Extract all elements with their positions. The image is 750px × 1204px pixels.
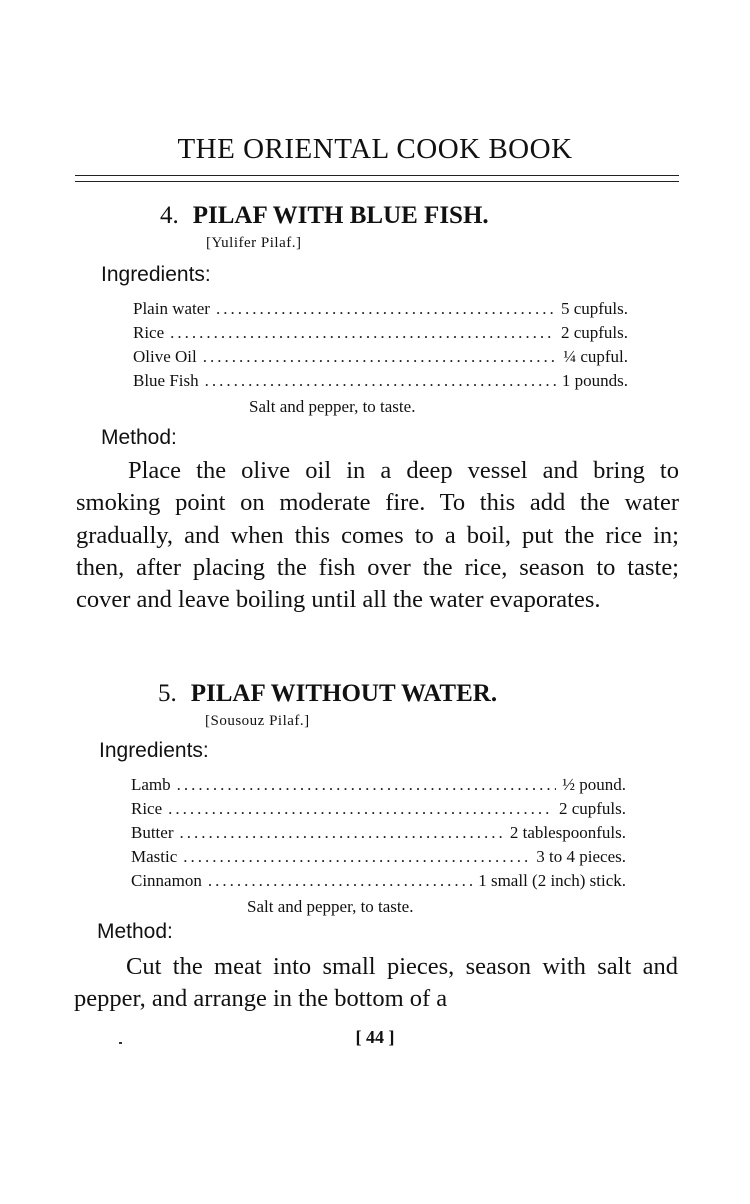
- ingredient-name: Rice: [131, 799, 163, 818]
- leader-dots: [203, 347, 558, 367]
- ingredient-quantity: 2 tablespoonfuls.: [509, 823, 626, 842]
- leader-dots: [216, 299, 555, 319]
- ingredient-row: [133, 347, 628, 371]
- ingredient-name: Lamb: [131, 775, 171, 794]
- recipe-number: 4.: [160, 202, 179, 229]
- page-number: [ 44 ]: [355, 1027, 395, 1047]
- ingredient-name: Rice: [133, 323, 165, 342]
- recipe-title: [160, 202, 489, 230]
- recipe-alt-name: [Yulifer Pilaf.]: [206, 235, 302, 251]
- ingredient-row: [133, 371, 628, 395]
- ingredient-row: [131, 847, 626, 871]
- header-rule-thin: [75, 181, 679, 182]
- ingredients-list: [131, 775, 626, 895]
- leader-dots: [180, 823, 504, 843]
- recipe-number: 5.: [158, 680, 177, 707]
- recipe-alt-name: [Sousouz Pilaf.]: [205, 713, 310, 729]
- ingredient-row: [131, 799, 626, 823]
- ingredient-quantity: 2 cupfuls.: [558, 799, 626, 818]
- recipe-title: [158, 680, 497, 708]
- recipe-title-text: PILAF WITHOUT WATER.: [190, 680, 498, 707]
- ingredients-label: Ingredients:: [101, 263, 211, 286]
- leader-dots: [183, 847, 530, 867]
- ingredient-quantity: ¼ cupful.: [563, 347, 628, 366]
- ingredient-quantity: 3 to 4 pieces.: [536, 847, 626, 866]
- method-label: Method:: [101, 426, 177, 449]
- ingredient-quantity: 1 small (2 inch) stick.: [478, 871, 626, 890]
- leader-dots: [168, 799, 553, 819]
- ingredient-name: Olive Oil: [133, 347, 197, 366]
- ingredient-row: [131, 823, 626, 847]
- ingredient-quantity: 2 cupfuls.: [560, 323, 628, 342]
- header-rule: [75, 175, 679, 176]
- ingredient-row: [133, 323, 628, 347]
- running-head: THE ORIENTAL COOK BOOK: [177, 133, 573, 165]
- leader-dots: [170, 323, 555, 343]
- ingredient-quantity: 1 pounds.: [561, 371, 628, 390]
- recipe-title-text: PILAF WITH BLUE FISH.: [192, 202, 489, 229]
- ingredient-quantity: 5 cupfuls.: [560, 299, 628, 318]
- method-paragraph: Cut the meat into small pieces, season with salt and pepper, and arrange in the bottom of a: [74, 953, 678, 1013]
- method-paragraph: Place the olive oil in a deep vessel and bring to smoking point on moderate fire. To this add the water gradually, and when this comes to a boil, put the rice in; then, after placing the fish over the rice, season to taste; cover and leave boiling until all the water evaporates.: [76, 457, 679, 614]
- ingredient-name: Plain water: [133, 299, 210, 318]
- ingredient-quantity: ½ pound.: [562, 775, 626, 794]
- ingredient-row: [131, 775, 626, 799]
- ingredients-label: Ingredients:: [99, 739, 209, 762]
- method-text: [76, 455, 679, 616]
- leader-dots: [208, 871, 472, 891]
- ingredient-name: Butter: [131, 823, 174, 842]
- ingredient-name: Cinnamon: [131, 871, 202, 890]
- method-label: Method:: [97, 920, 173, 943]
- ingredient-row: [131, 871, 626, 895]
- ingredient-name: Blue Fish: [133, 371, 199, 390]
- ingredient-name: Mastic: [131, 847, 178, 866]
- leader-dots: [205, 371, 556, 391]
- ingredients-list: [133, 299, 628, 395]
- seasoning-line: Salt and pepper, to taste.: [247, 897, 414, 916]
- ingredient-row: [133, 299, 628, 323]
- method-text: [74, 951, 678, 1016]
- leader-dots: [177, 775, 557, 795]
- seasoning-line: Salt and pepper, to taste.: [249, 397, 416, 416]
